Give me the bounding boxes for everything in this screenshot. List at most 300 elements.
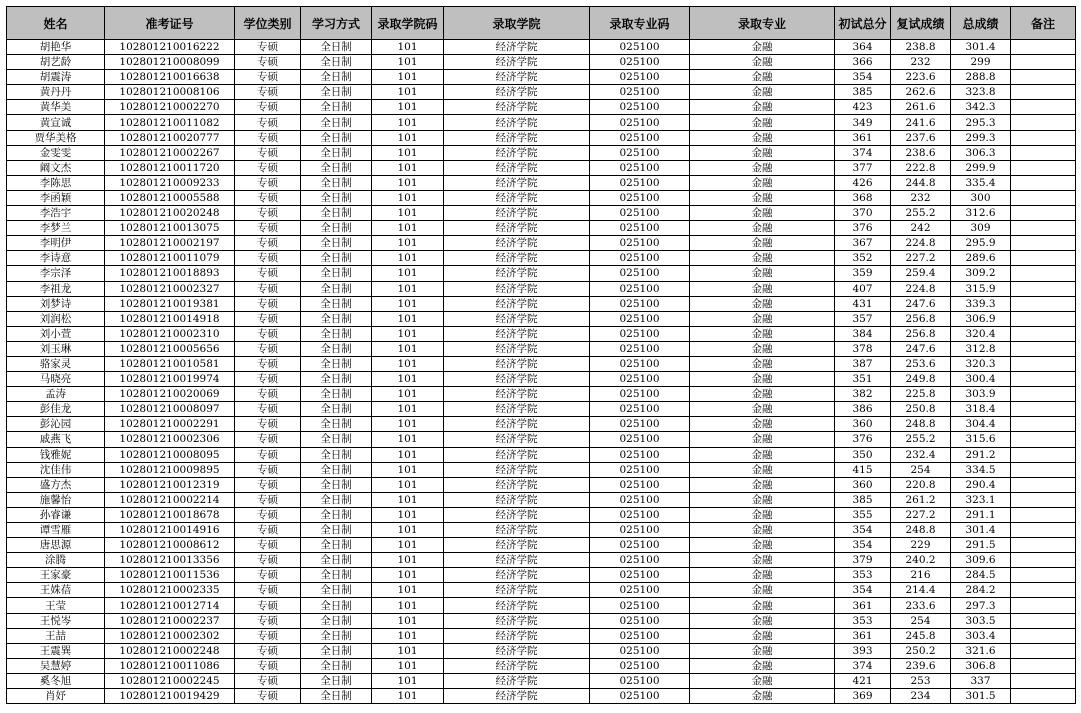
table-row xyxy=(7,523,1076,538)
cell-college: 经济学院 xyxy=(444,689,590,704)
cell-major: 金融 xyxy=(690,628,835,643)
cell-college: 经济学院 xyxy=(444,462,590,477)
cell-college-code: 101 xyxy=(372,40,444,55)
cell-remarks xyxy=(1011,190,1076,205)
cell-retest-score: 233.6 xyxy=(891,598,951,613)
cell-study-mode: 全日制 xyxy=(301,598,372,613)
cell-college: 经济学院 xyxy=(444,628,590,643)
cell-college: 经济学院 xyxy=(444,251,590,266)
cell-initial-score: 385 xyxy=(835,492,891,507)
cell-total-score: 342.3 xyxy=(951,100,1011,115)
cell-initial-score: 387 xyxy=(835,356,891,371)
header-major-code: 录取专业码 xyxy=(590,7,690,40)
cell-exam-id: 102801210011720 xyxy=(105,160,235,175)
cell-total-score: 303.5 xyxy=(951,613,1011,628)
cell-name: 王姝蓓 xyxy=(7,583,105,598)
cell-study-mode: 全日制 xyxy=(301,296,372,311)
table-row xyxy=(7,628,1076,643)
cell-major: 金融 xyxy=(690,190,835,205)
header-college-code: 录取学院码 xyxy=(372,7,444,40)
cell-study-mode: 全日制 xyxy=(301,70,372,85)
cell-study-mode: 全日制 xyxy=(301,447,372,462)
cell-exam-id: 102801210008612 xyxy=(105,538,235,553)
cell-name: 贾华美格 xyxy=(7,130,105,145)
cell-major: 金融 xyxy=(690,432,835,447)
cell-initial-score: 353 xyxy=(835,613,891,628)
cell-remarks xyxy=(1011,311,1076,326)
cell-college: 经济学院 xyxy=(444,175,590,190)
cell-exam-id: 102801210012319 xyxy=(105,477,235,492)
cell-total-score: 320.4 xyxy=(951,326,1011,341)
cell-retest-score: 254 xyxy=(891,462,951,477)
cell-name: 刘润松 xyxy=(7,311,105,326)
cell-college-code: 101 xyxy=(372,311,444,326)
cell-exam-id: 102801210019429 xyxy=(105,689,235,704)
cell-degree-type: 专硕 xyxy=(235,628,301,643)
cell-study-mode: 全日制 xyxy=(301,236,372,251)
cell-major: 金融 xyxy=(690,55,835,70)
cell-name: 奚冬旭 xyxy=(7,673,105,688)
cell-retest-score: 255.2 xyxy=(891,206,951,221)
table-row xyxy=(7,311,1076,326)
header-exam-id: 准考证号 xyxy=(105,7,235,40)
cell-college-code: 101 xyxy=(372,266,444,281)
cell-exam-id: 102801210009895 xyxy=(105,462,235,477)
cell-major-code: 025100 xyxy=(590,190,690,205)
cell-remarks xyxy=(1011,507,1076,522)
cell-college: 经济学院 xyxy=(444,55,590,70)
cell-name: 施馨怡 xyxy=(7,492,105,507)
cell-college-code: 101 xyxy=(372,251,444,266)
cell-name: 刘小萱 xyxy=(7,326,105,341)
cell-remarks xyxy=(1011,613,1076,628)
cell-initial-score: 374 xyxy=(835,145,891,160)
cell-college-code: 101 xyxy=(372,432,444,447)
cell-initial-score: 361 xyxy=(835,598,891,613)
cell-initial-score: 351 xyxy=(835,372,891,387)
cell-total-score: 337 xyxy=(951,673,1011,688)
cell-college-code: 101 xyxy=(372,341,444,356)
cell-remarks xyxy=(1011,266,1076,281)
cell-name: 李明伊 xyxy=(7,236,105,251)
table-row xyxy=(7,447,1076,462)
header-total-score: 总成绩 xyxy=(951,7,1011,40)
table-row xyxy=(7,251,1076,266)
cell-college-code: 101 xyxy=(372,673,444,688)
cell-major-code: 025100 xyxy=(590,100,690,115)
cell-college: 经济学院 xyxy=(444,266,590,281)
cell-study-mode: 全日制 xyxy=(301,492,372,507)
cell-total-score: 295.9 xyxy=(951,236,1011,251)
cell-college-code: 101 xyxy=(372,492,444,507)
cell-study-mode: 全日制 xyxy=(301,507,372,522)
cell-remarks xyxy=(1011,296,1076,311)
table-row xyxy=(7,40,1076,55)
cell-retest-score: 224.8 xyxy=(891,236,951,251)
cell-degree-type: 专硕 xyxy=(235,160,301,175)
cell-remarks xyxy=(1011,583,1076,598)
cell-college-code: 101 xyxy=(372,598,444,613)
cell-major: 金融 xyxy=(690,523,835,538)
cell-exam-id: 102801210016638 xyxy=(105,70,235,85)
cell-college: 经济学院 xyxy=(444,100,590,115)
header-study-mode: 学习方式 xyxy=(301,7,372,40)
cell-major-code: 025100 xyxy=(590,281,690,296)
cell-remarks xyxy=(1011,598,1076,613)
cell-exam-id: 102801210002291 xyxy=(105,417,235,432)
cell-study-mode: 全日制 xyxy=(301,356,372,371)
cell-retest-score: 262.6 xyxy=(891,85,951,100)
cell-retest-score: 232 xyxy=(891,55,951,70)
cell-exam-id: 102801210011086 xyxy=(105,658,235,673)
cell-study-mode: 全日制 xyxy=(301,387,372,402)
cell-retest-score: 216 xyxy=(891,568,951,583)
cell-degree-type: 专硕 xyxy=(235,356,301,371)
table-row xyxy=(7,417,1076,432)
cell-total-score: 309 xyxy=(951,221,1011,236)
cell-degree-type: 专硕 xyxy=(235,447,301,462)
cell-college: 经济学院 xyxy=(444,507,590,522)
table-row xyxy=(7,115,1076,130)
cell-retest-score: 225.8 xyxy=(891,387,951,402)
cell-remarks xyxy=(1011,55,1076,70)
cell-major-code: 025100 xyxy=(590,658,690,673)
cell-major: 金融 xyxy=(690,643,835,658)
cell-remarks xyxy=(1011,145,1076,160)
cell-degree-type: 专硕 xyxy=(235,100,301,115)
cell-major-code: 025100 xyxy=(590,387,690,402)
cell-initial-score: 360 xyxy=(835,417,891,432)
cell-retest-score: 261.6 xyxy=(891,100,951,115)
cell-study-mode: 全日制 xyxy=(301,583,372,598)
cell-exam-id: 102801210002270 xyxy=(105,100,235,115)
cell-name: 戚燕飞 xyxy=(7,432,105,447)
cell-major: 金融 xyxy=(690,145,835,160)
cell-major: 金融 xyxy=(690,296,835,311)
cell-major: 金融 xyxy=(690,341,835,356)
table-row xyxy=(7,372,1076,387)
cell-initial-score: 361 xyxy=(835,628,891,643)
cell-major: 金融 xyxy=(690,492,835,507)
cell-study-mode: 全日制 xyxy=(301,190,372,205)
cell-major: 金融 xyxy=(690,85,835,100)
cell-total-score: 284.2 xyxy=(951,583,1011,598)
cell-exam-id: 102801210014918 xyxy=(105,311,235,326)
cell-remarks xyxy=(1011,402,1076,417)
cell-study-mode: 全日制 xyxy=(301,130,372,145)
cell-total-score: 306.8 xyxy=(951,658,1011,673)
cell-college: 经济学院 xyxy=(444,583,590,598)
cell-initial-score: 370 xyxy=(835,206,891,221)
cell-retest-score: 227.2 xyxy=(891,507,951,522)
cell-retest-score: 239.6 xyxy=(891,658,951,673)
cell-name: 李诗意 xyxy=(7,251,105,266)
table-row xyxy=(7,613,1076,628)
cell-college-code: 101 xyxy=(372,477,444,492)
cell-study-mode: 全日制 xyxy=(301,673,372,688)
cell-total-score: 290.4 xyxy=(951,477,1011,492)
cell-remarks xyxy=(1011,251,1076,266)
cell-initial-score: 354 xyxy=(835,523,891,538)
cell-degree-type: 专硕 xyxy=(235,206,301,221)
cell-exam-id: 102801210018678 xyxy=(105,507,235,522)
cell-name: 李浩宇 xyxy=(7,206,105,221)
cell-degree-type: 专硕 xyxy=(235,372,301,387)
cell-degree-type: 专硕 xyxy=(235,311,301,326)
cell-remarks xyxy=(1011,221,1076,236)
cell-major-code: 025100 xyxy=(590,613,690,628)
cell-total-score: 299 xyxy=(951,55,1011,70)
cell-total-score: 321.6 xyxy=(951,643,1011,658)
cell-college: 经济学院 xyxy=(444,387,590,402)
cell-study-mode: 全日制 xyxy=(301,341,372,356)
cell-retest-score: 229 xyxy=(891,538,951,553)
cell-major-code: 025100 xyxy=(590,296,690,311)
cell-remarks xyxy=(1011,447,1076,462)
cell-degree-type: 专硕 xyxy=(235,568,301,583)
cell-total-score: 284.5 xyxy=(951,568,1011,583)
cell-major: 金融 xyxy=(690,236,835,251)
cell-initial-score: 353 xyxy=(835,568,891,583)
cell-total-score: 288.8 xyxy=(951,70,1011,85)
cell-college-code: 101 xyxy=(372,507,444,522)
cell-major-code: 025100 xyxy=(590,175,690,190)
cell-study-mode: 全日制 xyxy=(301,628,372,643)
cell-degree-type: 专硕 xyxy=(235,507,301,522)
cell-major: 金融 xyxy=(690,130,835,145)
cell-college-code: 101 xyxy=(372,175,444,190)
header-remarks: 备注 xyxy=(1011,7,1076,40)
table-row xyxy=(7,326,1076,341)
cell-degree-type: 专硕 xyxy=(235,221,301,236)
cell-initial-score: 431 xyxy=(835,296,891,311)
cell-total-score: 323.8 xyxy=(951,85,1011,100)
table-row xyxy=(7,266,1076,281)
cell-remarks xyxy=(1011,432,1076,447)
cell-degree-type: 专硕 xyxy=(235,492,301,507)
cell-college-code: 101 xyxy=(372,462,444,477)
cell-major-code: 025100 xyxy=(590,477,690,492)
cell-exam-id: 102801210011079 xyxy=(105,251,235,266)
cell-degree-type: 专硕 xyxy=(235,55,301,70)
header-row xyxy=(7,7,1076,40)
cell-college-code: 101 xyxy=(372,553,444,568)
cell-initial-score: 377 xyxy=(835,160,891,175)
cell-major-code: 025100 xyxy=(590,673,690,688)
cell-exam-id: 102801210008099 xyxy=(105,55,235,70)
cell-retest-score: 259.4 xyxy=(891,266,951,281)
cell-name: 王震巽 xyxy=(7,643,105,658)
cell-degree-type: 专硕 xyxy=(235,40,301,55)
cell-degree-type: 专硕 xyxy=(235,462,301,477)
cell-study-mode: 全日制 xyxy=(301,689,372,704)
cell-major: 金融 xyxy=(690,266,835,281)
cell-name: 胡艺龄 xyxy=(7,55,105,70)
cell-college: 经济学院 xyxy=(444,296,590,311)
cell-name: 胡艳华 xyxy=(7,40,105,55)
cell-name: 沈佳伟 xyxy=(7,462,105,477)
cell-remarks xyxy=(1011,160,1076,175)
cell-major-code: 025100 xyxy=(590,553,690,568)
cell-name: 骆家灵 xyxy=(7,356,105,371)
cell-college: 经济学院 xyxy=(444,538,590,553)
cell-study-mode: 全日制 xyxy=(301,160,372,175)
cell-college: 经济学院 xyxy=(444,568,590,583)
cell-degree-type: 专硕 xyxy=(235,658,301,673)
cell-name: 孙睿谦 xyxy=(7,507,105,522)
cell-major: 金融 xyxy=(690,447,835,462)
cell-college: 经济学院 xyxy=(444,447,590,462)
cell-college-code: 101 xyxy=(372,658,444,673)
cell-initial-score: 360 xyxy=(835,477,891,492)
cell-name: 黄宣诚 xyxy=(7,115,105,130)
cell-name: 谭雪雁 xyxy=(7,523,105,538)
header-name: 姓名 xyxy=(7,7,105,40)
cell-name: 胡震涛 xyxy=(7,70,105,85)
cell-major: 金融 xyxy=(690,372,835,387)
cell-retest-score: 227.2 xyxy=(891,251,951,266)
cell-exam-id: 102801210002306 xyxy=(105,432,235,447)
cell-initial-score: 393 xyxy=(835,643,891,658)
cell-major-code: 025100 xyxy=(590,628,690,643)
cell-college-code: 101 xyxy=(372,523,444,538)
cell-total-score: 300 xyxy=(951,190,1011,205)
cell-remarks xyxy=(1011,417,1076,432)
cell-total-score: 299.9 xyxy=(951,160,1011,175)
cell-retest-score: 247.6 xyxy=(891,296,951,311)
cell-total-score: 299.3 xyxy=(951,130,1011,145)
cell-initial-score: 376 xyxy=(835,432,891,447)
cell-remarks xyxy=(1011,538,1076,553)
cell-major: 金融 xyxy=(690,689,835,704)
cell-study-mode: 全日制 xyxy=(301,55,372,70)
cell-remarks xyxy=(1011,673,1076,688)
cell-college-code: 101 xyxy=(372,130,444,145)
table-row xyxy=(7,100,1076,115)
table-row xyxy=(7,402,1076,417)
cell-exam-id: 102801210002302 xyxy=(105,628,235,643)
cell-degree-type: 专硕 xyxy=(235,387,301,402)
cell-initial-score: 350 xyxy=(835,447,891,462)
cell-degree-type: 专硕 xyxy=(235,115,301,130)
cell-name: 李函颖 xyxy=(7,190,105,205)
cell-college-code: 101 xyxy=(372,236,444,251)
cell-major: 金融 xyxy=(690,658,835,673)
cell-major-code: 025100 xyxy=(590,341,690,356)
cell-college-code: 101 xyxy=(372,628,444,643)
cell-study-mode: 全日制 xyxy=(301,100,372,115)
cell-total-score: 334.5 xyxy=(951,462,1011,477)
cell-remarks xyxy=(1011,236,1076,251)
cell-college-code: 101 xyxy=(372,568,444,583)
table-row xyxy=(7,658,1076,673)
cell-major: 金融 xyxy=(690,598,835,613)
cell-major: 金融 xyxy=(690,100,835,115)
table-row xyxy=(7,341,1076,356)
cell-exam-id: 102801210020248 xyxy=(105,206,235,221)
cell-degree-type: 专硕 xyxy=(235,553,301,568)
table-row xyxy=(7,553,1076,568)
cell-total-score: 304.4 xyxy=(951,417,1011,432)
cell-retest-score: 232.4 xyxy=(891,447,951,462)
cell-college: 经济学院 xyxy=(444,206,590,221)
cell-college: 经济学院 xyxy=(444,492,590,507)
cell-initial-score: 369 xyxy=(835,689,891,704)
cell-degree-type: 专硕 xyxy=(235,613,301,628)
cell-study-mode: 全日制 xyxy=(301,221,372,236)
cell-retest-score: 232 xyxy=(891,190,951,205)
cell-total-score: 303.9 xyxy=(951,387,1011,402)
cell-initial-score: 415 xyxy=(835,462,891,477)
cell-major: 金融 xyxy=(690,553,835,568)
cell-study-mode: 全日制 xyxy=(301,326,372,341)
cell-college: 经济学院 xyxy=(444,236,590,251)
cell-study-mode: 全日制 xyxy=(301,372,372,387)
cell-remarks xyxy=(1011,372,1076,387)
cell-name: 涂腾 xyxy=(7,553,105,568)
cell-major: 金融 xyxy=(690,538,835,553)
cell-major-code: 025100 xyxy=(590,507,690,522)
cell-total-score: 301.5 xyxy=(951,689,1011,704)
table-row xyxy=(7,55,1076,70)
cell-remarks xyxy=(1011,85,1076,100)
cell-study-mode: 全日制 xyxy=(301,251,372,266)
cell-initial-score: 385 xyxy=(835,85,891,100)
cell-initial-score: 368 xyxy=(835,190,891,205)
cell-name: 吴慧婷 xyxy=(7,658,105,673)
cell-degree-type: 专硕 xyxy=(235,70,301,85)
cell-degree-type: 专硕 xyxy=(235,251,301,266)
table-row xyxy=(7,160,1076,175)
cell-exam-id: 102801210002237 xyxy=(105,613,235,628)
cell-retest-score: 222.8 xyxy=(891,160,951,175)
table-row xyxy=(7,175,1076,190)
cell-total-score: 323.1 xyxy=(951,492,1011,507)
cell-initial-score: 364 xyxy=(835,40,891,55)
cell-exam-id: 102801210014916 xyxy=(105,523,235,538)
cell-name: 王悦岑 xyxy=(7,613,105,628)
cell-retest-score: 214.4 xyxy=(891,583,951,598)
cell-name: 王莹 xyxy=(7,598,105,613)
cell-college-code: 101 xyxy=(372,538,444,553)
cell-college-code: 101 xyxy=(372,356,444,371)
cell-major-code: 025100 xyxy=(590,206,690,221)
cell-name: 王家豪 xyxy=(7,568,105,583)
cell-name: 黄华美 xyxy=(7,100,105,115)
cell-initial-score: 382 xyxy=(835,387,891,402)
cell-major-code: 025100 xyxy=(590,115,690,130)
cell-retest-score: 241.6 xyxy=(891,115,951,130)
table-row xyxy=(7,583,1076,598)
cell-remarks xyxy=(1011,100,1076,115)
cell-remarks xyxy=(1011,130,1076,145)
cell-degree-type: 专硕 xyxy=(235,236,301,251)
table-row xyxy=(7,432,1076,447)
cell-remarks xyxy=(1011,40,1076,55)
cell-college: 经济学院 xyxy=(444,40,590,55)
cell-name: 李宗泽 xyxy=(7,266,105,281)
cell-college: 经济学院 xyxy=(444,311,590,326)
cell-exam-id: 102801210013075 xyxy=(105,221,235,236)
cell-study-mode: 全日制 xyxy=(301,40,372,55)
cell-study-mode: 全日制 xyxy=(301,523,372,538)
cell-major-code: 025100 xyxy=(590,523,690,538)
cell-major: 金融 xyxy=(690,673,835,688)
cell-initial-score: 423 xyxy=(835,100,891,115)
cell-college-code: 101 xyxy=(372,281,444,296)
cell-degree-type: 专硕 xyxy=(235,296,301,311)
cell-degree-type: 专硕 xyxy=(235,130,301,145)
